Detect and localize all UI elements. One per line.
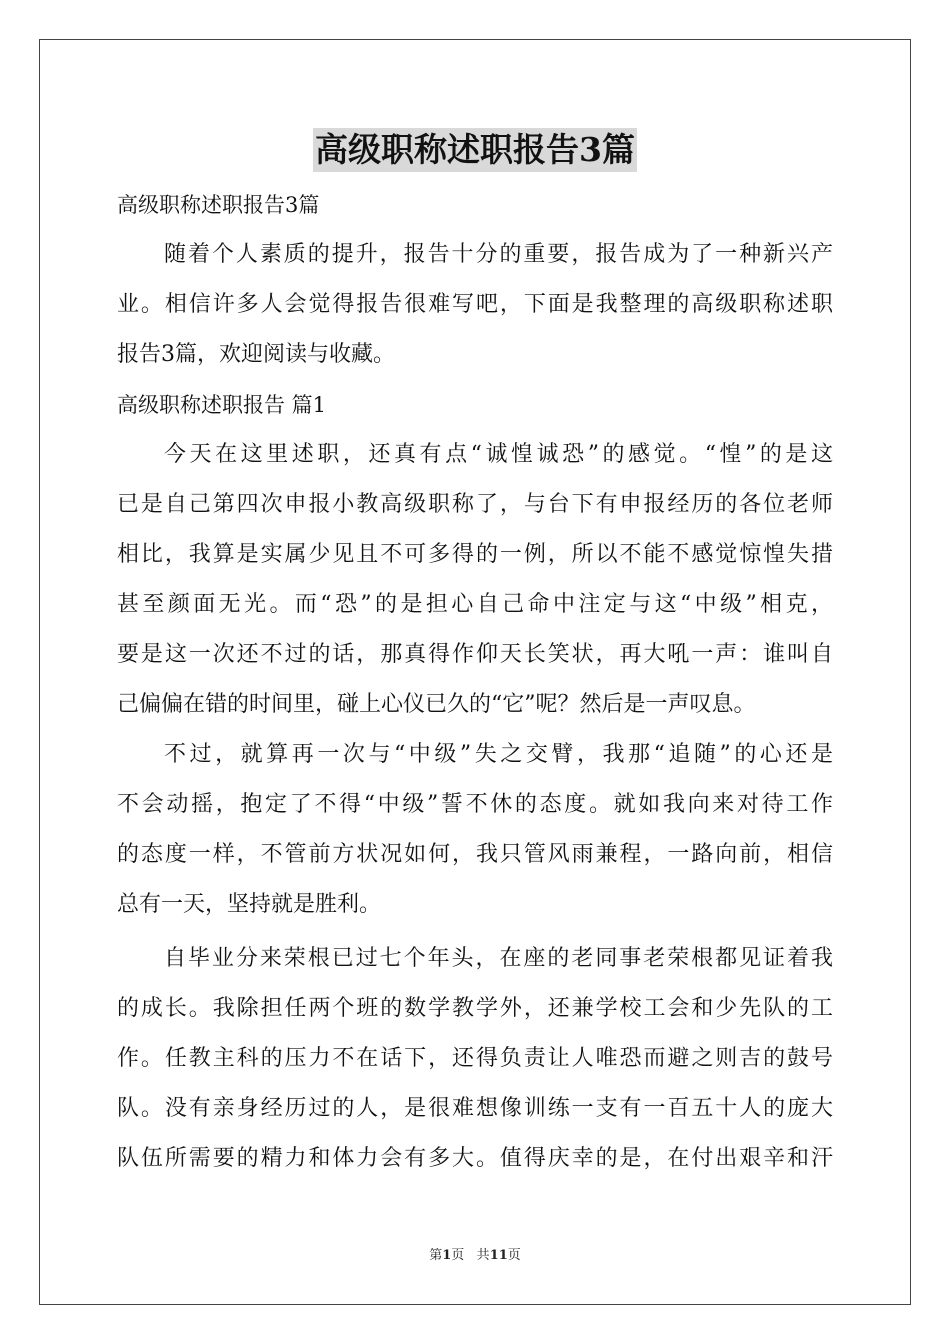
section-heading: 高级职称述职报告 篇1 bbox=[117, 393, 327, 417]
paragraph-line: 总有一天，坚持就是胜利。 bbox=[117, 892, 382, 917]
document-body bbox=[117, 180, 833, 1184]
paragraph-line: 不过，就算再一次与“中级”失之交臂，我那“追随”的心还是 bbox=[164, 742, 833, 767]
paragraph-line: 队。没有亲身经历过的人，是很难想像训练一支有一百五十人的庞大 bbox=[117, 1096, 833, 1121]
paragraph-line: 己偏偏在错的时间里，碰上心仪已久的“它”呢？然后是一声叹息。 bbox=[117, 692, 756, 717]
paragraph-line: 不会动摇，抱定了不得“中级”誓不休的态度。就如我向来对待工作 bbox=[117, 792, 833, 817]
paragraph-line: 自毕业分来荣根已过七个年头，在座的老同事老荣根都见证着我 bbox=[164, 946, 833, 971]
title-container bbox=[0, 128, 950, 172]
paragraph-line: 要是这一次还不过的话，那真得作仰天长笑状，再大吼一声：谁叫自 bbox=[117, 642, 833, 667]
paragraph-line: 今天在这里述职，还真有点“诚惶诚恐”的感觉。“惶”的是这 bbox=[164, 442, 833, 467]
page-footer bbox=[0, 1246, 950, 1266]
paragraph-line: 业。相信许多人会觉得报告很难写吧，下面是我整理的高级职称述职 bbox=[117, 292, 833, 317]
paragraph-line: 的态度一样，不管前方状况如何，我只管风雨兼程，一路向前，相信 bbox=[117, 842, 833, 867]
paragraph-line: 随着个人素质的提升，报告十分的重要，报告成为了一种新兴产 bbox=[164, 242, 833, 267]
page-number: 1 bbox=[442, 1248, 452, 1263]
page-suffix: 页 bbox=[451, 1248, 465, 1263]
paragraph-line: 相比，我算是实属少见且不可多得的一例，所以不能不感觉惊惶失措 bbox=[117, 542, 833, 567]
paragraph-line: 已是自己第四次申报小教高级职称了，与台下有申报经历的各位老师 bbox=[117, 492, 833, 517]
page-prefix: 第 bbox=[429, 1248, 443, 1263]
total-prefix: 共 bbox=[476, 1248, 490, 1263]
subtitle: 高级职称述职报告3篇 bbox=[117, 193, 320, 217]
document-title: 高级职称述职报告3篇 bbox=[313, 128, 637, 172]
paragraph-line: 作。任教主科的压力不在话下，还得负责让人唯恐而避之则吉的鼓号 bbox=[117, 1046, 833, 1071]
total-suffix: 页 bbox=[507, 1248, 521, 1263]
total-pages: 11 bbox=[489, 1248, 508, 1263]
paragraph-line: 甚至颜面无光。而“恐”的是担心自己命中注定与这“中级”相克， bbox=[117, 592, 833, 617]
paragraph-line: 报告3篇，欢迎阅读与收藏。 bbox=[117, 342, 395, 367]
paragraph-line: 的成长。我除担任两个班的数学教学外，还兼学校工会和少先队的工 bbox=[117, 996, 833, 1021]
paragraph-line: 队伍所需要的精力和体力会有多大。值得庆幸的是，在付出艰辛和汗 bbox=[117, 1146, 833, 1171]
